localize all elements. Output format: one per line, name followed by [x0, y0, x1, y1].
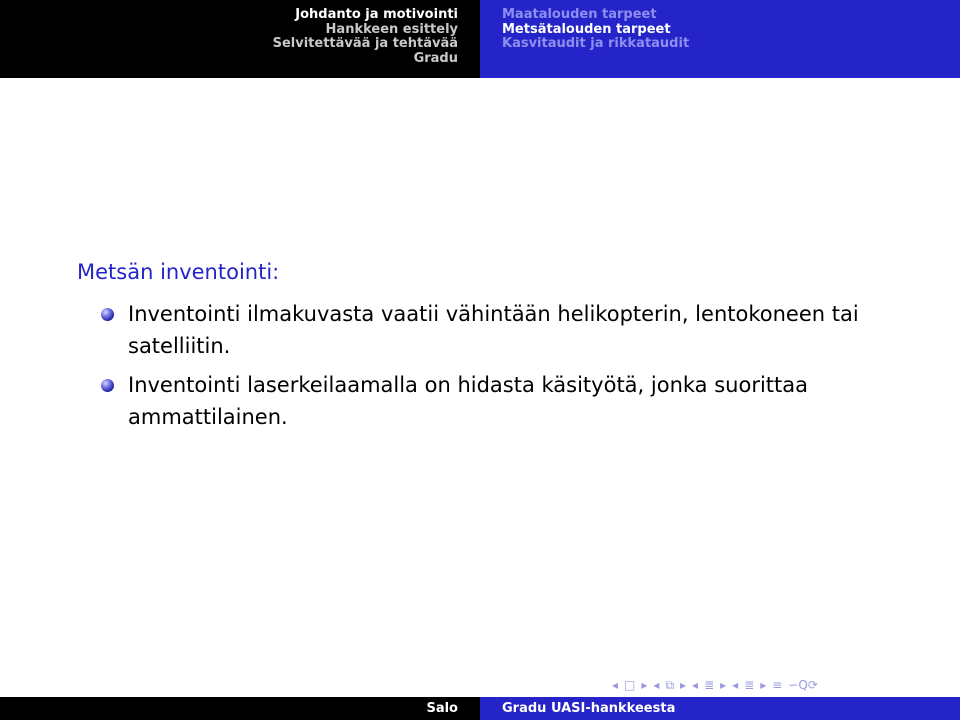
- footer-title-box: [480, 697, 960, 720]
- frame-icon[interactable]: □: [624, 678, 636, 692]
- slide-prev-icon[interactable]: ◂: [732, 678, 739, 692]
- block-title: Metsän inventointi:: [77, 260, 280, 284]
- nav-subsection-maatalouden-tarpeet[interactable]: Maatalouden tarpeet: [502, 7, 657, 22]
- subsection-next-icon[interactable]: ▸: [680, 678, 687, 692]
- nav-subsection-metsatalouden-tarpeet[interactable]: Metsätalouden tarpeet: [502, 21, 671, 37]
- section-icon[interactable]: ≣: [704, 678, 715, 692]
- toc-icon[interactable]: ≡: [772, 678, 783, 692]
- header-navigation: [0, 0, 960, 78]
- list-item: [77, 298, 897, 362]
- nav-subsection-kasvitaudit[interactable]: Kasvitaudit ja rikkataudit: [502, 36, 690, 51]
- frame-prev-icon[interactable]: ◂: [612, 678, 619, 692]
- search-back-forward-icon[interactable]: ∽Q⟳: [788, 678, 818, 692]
- section-navigation: [0, 0, 480, 78]
- footer-author-box: [0, 697, 480, 720]
- slide-content: [77, 258, 897, 440]
- bullet-list: [77, 298, 897, 433]
- slide-icon[interactable]: ≣: [744, 678, 755, 692]
- beamer-navigation-symbols: [612, 676, 818, 694]
- footer-title: Gradu UASI-hankkeesta: [502, 701, 676, 716]
- list-item: [77, 369, 897, 433]
- frame-next-icon[interactable]: ▸: [641, 678, 648, 692]
- nav-section-gradu[interactable]: Gradu: [413, 50, 458, 66]
- footer: [0, 697, 960, 720]
- bullet-ball-icon: [101, 308, 114, 321]
- bullet-text: Inventointi ilmakuvasta vaatii vähintään helikopterin, lentokoneen tai satelliitin.: [128, 302, 859, 358]
- subsection-prev-icon[interactable]: ◂: [653, 678, 660, 692]
- bullet-ball-icon: [101, 379, 114, 392]
- nav-section-hankkeen-esittely[interactable]: Hankkeen esittely: [325, 21, 458, 37]
- footer-author: Salo: [426, 701, 458, 716]
- slide-next-icon[interactable]: ▸: [760, 678, 767, 692]
- nav-section-johdanto[interactable]: Johdanto ja motivointi: [295, 7, 458, 22]
- bullet-text: Inventointi laserkeilaamalla on hidasta käsityötä, jonka suorittaa ammattilainen.: [128, 373, 808, 429]
- subsection-icon[interactable]: ⧉: [665, 678, 675, 692]
- section-prev-icon[interactable]: ◂: [692, 678, 699, 692]
- subsection-navigation: [480, 0, 960, 78]
- nav-section-selvitettavaa[interactable]: Selvitettävää ja tehtävää: [272, 36, 458, 51]
- section-next-icon[interactable]: ▸: [720, 678, 727, 692]
